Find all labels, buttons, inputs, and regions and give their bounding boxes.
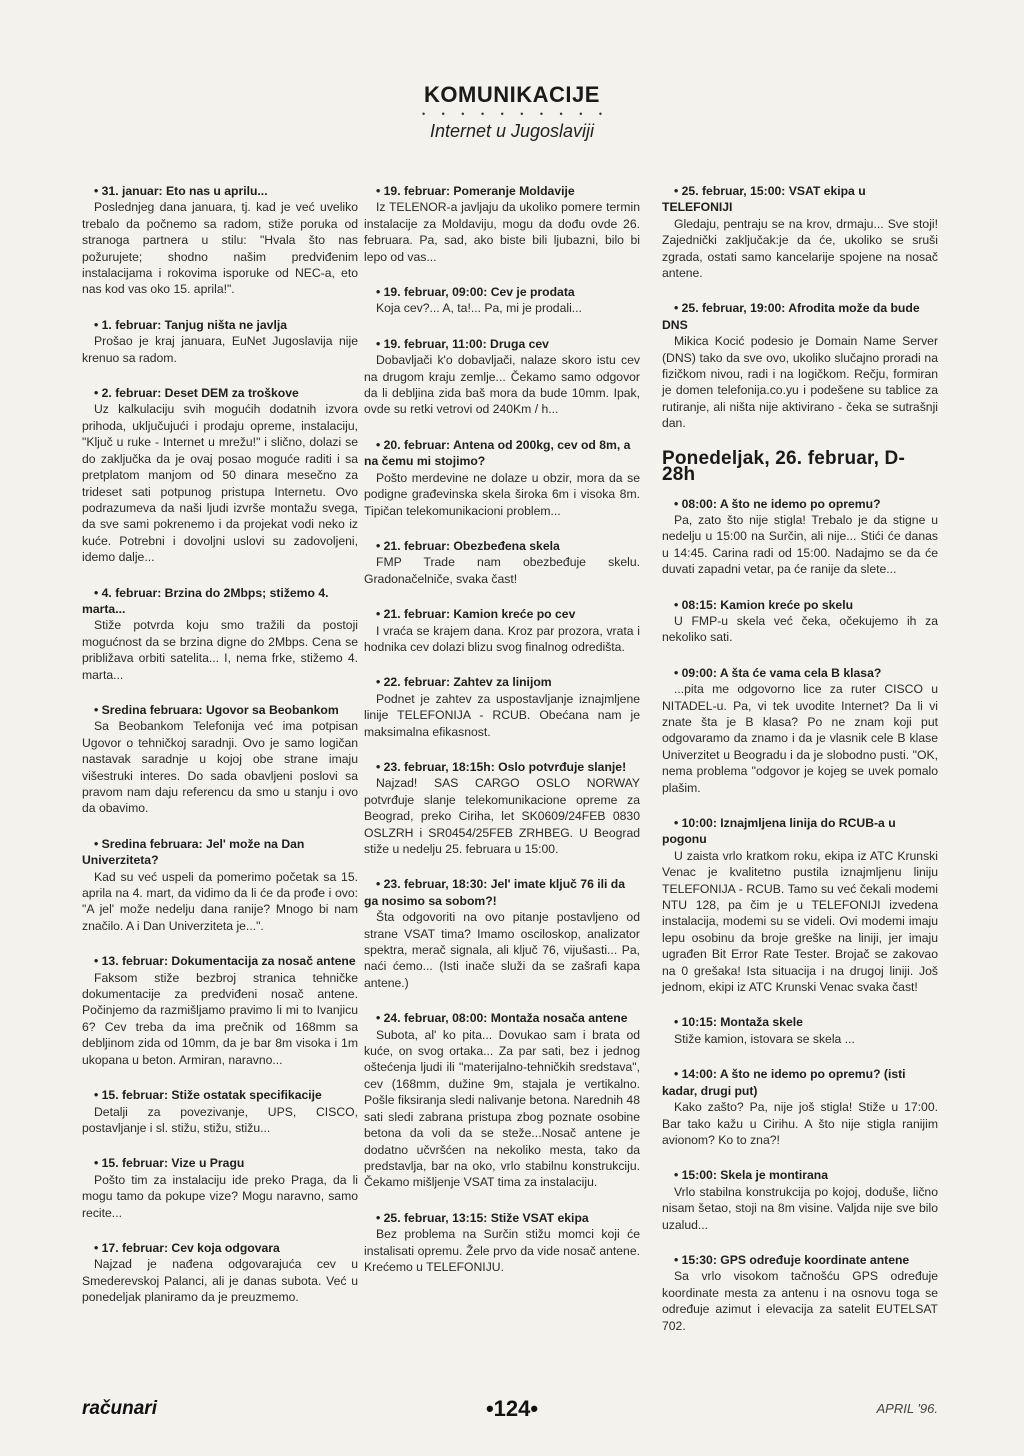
entry-body: Uz kalkulaciju svih mogućih dodatnih izvora prihoda, uključujući i prodaju opreme, instalaciju, "Ključ u ruke - Internet u mrežu!" i slično, dolazi se do zaključka da je ovaj posao moguće raditi i sa pretplatom manjom od 50 dinara mesečno za trideset sati potpunog pristupa Internetu. Ovo podrazumeva da naši ljudi izvrše montažu svega, da sve sami pokrenemo i da projekat vodi neko iz kuće. Potrebni i dovoljni uslovi su zadovoljeni, idemo dalje... bbox=[82, 402, 358, 565]
diary-entry bbox=[82, 585, 358, 683]
diary-entry bbox=[364, 606, 640, 655]
title-dots-divider: • • • • • • • • • • bbox=[421, 109, 609, 119]
entry-body: I vraća se krajem dana. Kroz par prozora, vrata i hodnika cev dolazi blizu svog finalnog odredišta. bbox=[364, 623, 640, 654]
magazine-name: računari bbox=[82, 1398, 157, 1419]
diary-entry bbox=[364, 759, 640, 857]
page-header bbox=[0, 82, 1024, 142]
diary-entry bbox=[364, 674, 640, 740]
entry-title: • 19. februar, 11:00: Druga cev bbox=[364, 336, 640, 352]
entry-body: Pa, zato što nije stigla! Trebalo je da stigne u nedelju u 15:00 na Surčin, ali nije... Stići će danas u 14:45. Carina radi od 15:00. Nadajmo se da će duvati zapadni vetar, pa će ranije da slete... bbox=[662, 512, 938, 577]
diary-entry bbox=[662, 1167, 938, 1233]
column-3 bbox=[662, 183, 938, 1353]
diary-entry bbox=[82, 953, 358, 1068]
column-2 bbox=[364, 183, 640, 1294]
diary-entry bbox=[662, 496, 938, 578]
diary-entry bbox=[662, 300, 938, 431]
page-number: •124• bbox=[485, 1396, 539, 1421]
entry-body: Najzad! SAS CARGO OSLO NORWAY potvrđuje slanje telekomunikacione opreme za Beograd, preko Ciriha, let SK0609/24FEB 0830 OSLZRH i SR0454/25FEB ZRHBEG. U Beograd stiže u nedelju 25. februara u 15:00. bbox=[364, 776, 640, 856]
entry-body: Prošao je kraj januara, EuNet Jugoslavija nije krenuo sa radom. bbox=[82, 334, 358, 365]
entry-body: Bez problema na Surčin stižu momci koji će instalisati opremu. Žele prvo da vide nosač antene. Krećemo u TELEFONIJU. bbox=[364, 1227, 640, 1274]
entry-body: Poslednjeg dana januara, tj. kad je već uveliko trebalo da počnemo sa radom, stiže poruka od stranoga partnera u stilu: "Hvala što nas požurujete; shodno našim predviđenim instalacijama i rokovima isporuke od NEC-a, eto nas kod vas oko 15. aprila!". bbox=[82, 200, 358, 297]
entry-body: Sa vrlo visokom tačnošću GPS određuje koordinate mesta za antenu i na osnovu toga se određuje azimut i elevacija za satelit EUTELSAT 702. bbox=[662, 1269, 938, 1333]
diary-entry bbox=[364, 1210, 640, 1276]
entry-title: • 23. februar, 18:30: Jel' imate ključ 76 ili da ga nosimo sa sobom?! bbox=[364, 876, 640, 909]
entry-title: • 10:15: Montaža skele bbox=[662, 1014, 938, 1030]
entry-title: • 22. februar: Zahtev za linijom bbox=[364, 674, 640, 690]
diary-entry bbox=[364, 876, 640, 991]
entry-body: Iz TELENOR-a javljaju da ukoliko pomere termin instalacije za Moldaviju, mogu da dođu ovde 26. februara. Pa, sad, ako biste bili ljubazni, bilo bi lepo od vas... bbox=[364, 200, 640, 264]
diary-entry bbox=[82, 1087, 358, 1136]
diary-entry bbox=[662, 1014, 938, 1047]
entry-title: • 13. februar: Dokumentacija za nosač antene bbox=[82, 953, 358, 969]
entry-title: • 15:00: Skela je montirana bbox=[662, 1167, 938, 1183]
entry-body: U FMP-u skela već čeka, očekujemo ih za nekoliko sati. bbox=[662, 613, 938, 645]
entry-body: Pošto tim za instalaciju ide preko Praga, da li mogu tamo da pokupe vize? Mogu naravno, samo recite... bbox=[82, 1172, 358, 1220]
entry-title: • 08:15: Kamion kreće po skelu bbox=[662, 597, 938, 613]
entry-title: • Sredina februara: Ugovor sa Beobankom bbox=[82, 702, 358, 718]
diary-entry bbox=[364, 284, 640, 317]
diary-entry bbox=[662, 1252, 938, 1334]
entry-body: Najzad je nađena odgovarajuća cev u Smederevskoj Palanci, ali je danas subota. Već u ponedeljak planiramo da je preuzmemo. bbox=[82, 1257, 358, 1305]
entry-title: • 09:00: A šta će vama cela B klasa? bbox=[662, 665, 938, 681]
entry-title: • 25. februar, 19:00: Afrodita može da bude DNS bbox=[662, 300, 938, 333]
entry-body: Vrlo stabilna konstrukcija po kojoj, doduše, lično nisam šetao, stoji na 8m visine. Valjda nije sve bilo uzalud... bbox=[662, 1184, 938, 1232]
entry-body: Pošto merdevine ne dolaze u obzir, mora da se podigne građevinska skela široka 6m i visoka 8m. Tipičan telekomunikacioni problem... bbox=[364, 470, 640, 518]
entry-body: Koja cev?... A, ta!... Pa, mi je prodali... bbox=[376, 301, 582, 316]
diary-entry bbox=[364, 183, 640, 265]
entry-body: Kad su već uspeli da pomerimo početak sa 15. aprila na 4. mart, da vidimo da li će da prođe i ovo: "A jel' može nedelju dana ranije? Mnogo bi nam značilo. A i Dan Univerziteta je...". bbox=[82, 869, 358, 933]
entry-body: Dobavljači k'o dobavljači, nalaze skoro istu cev na drugom kraju zemlje... Čekamo samo odgovor da li debljina zida baš mora da bude 10mm. Ipak, ovde su retki vetrovi od 240Km / h... bbox=[364, 353, 640, 417]
entry-title: • 24. februar, 08:00: Montaža nosača antene bbox=[364, 1010, 640, 1026]
diary-entry bbox=[82, 836, 358, 934]
entry-title: • 19. februar: Pomeranje Moldavije bbox=[364, 183, 640, 199]
diary-entry bbox=[364, 1010, 640, 1190]
entry-title: • 15. februar: Stiže ostatak specifikacije bbox=[82, 1087, 358, 1103]
entry-body: Subota, al' ko pita... Dovukao sam i brata od kuće, on svog ortaka... Za par sati, bez i jednog oštećenja ljudi ili "materijalno-tehničkih sredstava", cev (168mm, dužine 9m, stajala je vertikalno. Pošle fiksiranja sledi nalivanje betona. Narednih 48 sati sledi zabrana pristupa zbog poznate osobine betona da voli da se steže...Nosač antene je dodatno učvršćen na nekoliko mesta, tako da predstavlja, bar na oko, vrlo stabilnu konstrukciju. Čekamo mišljenje VSAT tima za instalaciju. bbox=[364, 1027, 640, 1190]
entry-title: • 20. februar: Antena od 200kg, cev od 8m, a na čemu mi stojimo? bbox=[364, 437, 640, 470]
column-1 bbox=[82, 183, 358, 1325]
entry-body: Faksom stiže bezbroj stranica tehničke dokumentacije za predviđeni nosač antene. Počinjemo da razmišljamo pravimo li mi to Ivanjicu 6? Cev treba da ima prečnik od 168mm sa debljinom zida od 10mm, da je bar 8m visoka i 1m ukopana u beton. Armiran, naravno... bbox=[82, 970, 358, 1067]
issue-date: APRIL '96. bbox=[876, 1401, 938, 1416]
entry-body: U zaista vrlo kratkom roku, ekipa iz ATC Krunski Venac je kvalitetno pustila iznajmljenu liniju TELEFONIJA - RCUB. Tamo su već čekali modemi NTU 128, pa čim je u TELEFONIJI izvedena instalacija, modemi su se videli. Ovi modemi imaju lepu osobinu da broje greške na liniji, jer imaju ugrađen Bit Error Rate Tester. Brojač se zakovao na 0 grešaka! Ista situacija i na drugoj liniji. Još jednom, ekipi iz ATC Krunski Venac svaka čast! bbox=[662, 848, 938, 995]
entry-body: Šta odgovoriti na ovo pitanje postavljeno od strane VSAT tima? Imamo osciloskop, analizator spektra, merač signala, ali ključ 76, vijušasti... Pa, naći ćemo... (Isti inače služi da se zašrafi kapa antene.) bbox=[364, 910, 640, 990]
entry-title: • 14:00: A što ne idemo po opremu? (isti kadar, drugi put) bbox=[662, 1066, 938, 1099]
diary-entry bbox=[662, 665, 938, 796]
diary-entry bbox=[82, 183, 358, 298]
entry-title: • 08:00: A što ne idemo po opremu? bbox=[662, 496, 938, 512]
diary-entry bbox=[364, 538, 640, 587]
diary-entry bbox=[82, 317, 358, 366]
entry-body: Gledaju, pentraju se na krov, drmaju... Sve stoji! Zajednički zaključak:je da će, ukoliko se sruši zgrada, ostati samo kancelarije spojene na nosač antene. bbox=[662, 216, 938, 281]
entry-title: • 19. februar, 09:00: Cev je prodata bbox=[364, 284, 640, 300]
entry-title: • 31. januar: Eto nas u aprilu... bbox=[82, 183, 358, 199]
diary-entry bbox=[364, 437, 640, 519]
entry-title: • 15:30: GPS određuje koordinate antene bbox=[662, 1252, 938, 1268]
entry-body: Mikica Kocić podesio je Domain Name Server (DNS) tako da sve ovo, ukoliko slučajno proradi na fizičkom nivou, radi i na logičkom. Rečju, formiran je domen telefonija.co.yu i podešene su tablice za rutiranje, ali ništa nije aktivirano - čeka se sutrašnji dan. bbox=[662, 334, 938, 431]
article-subtitle: Internet u Jugoslaviji bbox=[429, 121, 595, 141]
entry-body: Kako zašto? Pa, nije još stigla! Stiže u 17:00. Bar tako kažu u Cirihu. A što nije stigla ranijim avionom? Ko to zna?! bbox=[662, 1100, 938, 1147]
entry-title: • 21. februar: Obezbeđena skela bbox=[364, 538, 640, 554]
section-title: KOMUNIKACIJE bbox=[424, 82, 600, 107]
entry-title: • 10:00: Iznajmljena linija do RCUB-a u pogonu bbox=[662, 815, 938, 848]
diary-entry bbox=[364, 336, 640, 418]
entry-title: • 25. februar, 13:15: Stiže VSAT ekipa bbox=[364, 1210, 640, 1226]
entry-body: FMP Trade nam obezbeđuje skelu. Gradonačelniče, svaka čast! bbox=[364, 555, 640, 586]
diary-entry bbox=[662, 1066, 938, 1148]
diary-entry bbox=[82, 385, 358, 565]
diary-entry bbox=[82, 702, 358, 817]
day-heading: Ponedeljak, 26. februar, D-28h bbox=[662, 447, 905, 486]
entry-title: • 15. februar: Vize u Pragu bbox=[82, 1155, 358, 1171]
entry-title: • 4. februar: Brzina do 2Mbps; stižemo 4. marta... bbox=[82, 585, 358, 618]
entry-title: • Sredina februara: Jel' može na Dan Univerziteta? bbox=[82, 836, 358, 869]
page-footer bbox=[0, 1398, 1024, 1428]
entry-title: • 2. februar: Deset DEM za troškove bbox=[82, 385, 358, 401]
entry-body: Stiže potvrda koju smo tražili da postoji mogućnost da se brzina digne do 2Mbps. Cena se približava orbiti satelita... I, nema frke, stižemo 4. marta... bbox=[82, 618, 358, 682]
diary-entry bbox=[662, 597, 938, 646]
diary-entry bbox=[82, 1240, 358, 1306]
entry-title: • 17. februar: Cev koja odgovara bbox=[82, 1240, 358, 1256]
diary-entry bbox=[662, 815, 938, 995]
entry-body: Sa Beobankom Telefonija već ima potpisan Ugovor o tehničkoj saradnji. Ovo je samo logičan nastavak saradnje u kojoj obe strane imaju višestruki interes. Do sada obavljeni poslovi sa pravom nam daju referencu da smo u stanju i ovo da obavimo. bbox=[82, 719, 358, 816]
entry-title: • 21. februar: Kamion kreće po cev bbox=[364, 606, 640, 622]
diary-entry bbox=[662, 183, 938, 281]
entry-title: • 25. februar, 15:00: VSAT ekipa u TELEFONIJI bbox=[662, 183, 938, 216]
diary-entry bbox=[82, 1155, 358, 1221]
entry-body: Podnet je zahtev za uspostavljanje iznajmljene linije TELEFONIJA - RCUB. Obećana nam je maksimalna efikasnost. bbox=[364, 691, 640, 739]
entry-title: • 23. februar, 18:15h: Oslo potvrđuje slanje! bbox=[364, 759, 640, 775]
entry-body: Stiže kamion, istovara se skela ... bbox=[674, 1031, 855, 1046]
entry-body: ...pita me odgovorno lice za ruter CISCO u NITADEL-u. Pa, vi tek uvodite Internet? Da li vi znate šta je B klasa? Po ne znam koji put odgovaramo da znamo i da je vlasnik cele B klase Univerzitet u Beogradu i da je slobodno pusti. "OK, nema problema "odgovor je kojeg se uvek pomalo plašim. bbox=[662, 682, 938, 795]
entry-title: • 1. februar: Tanjug ništa ne javlja bbox=[82, 317, 358, 333]
entry-body: Detalji za povezivanje, UPS, CISCO, postavljanje i sl. stižu, stižu, stižu... bbox=[82, 1104, 358, 1135]
